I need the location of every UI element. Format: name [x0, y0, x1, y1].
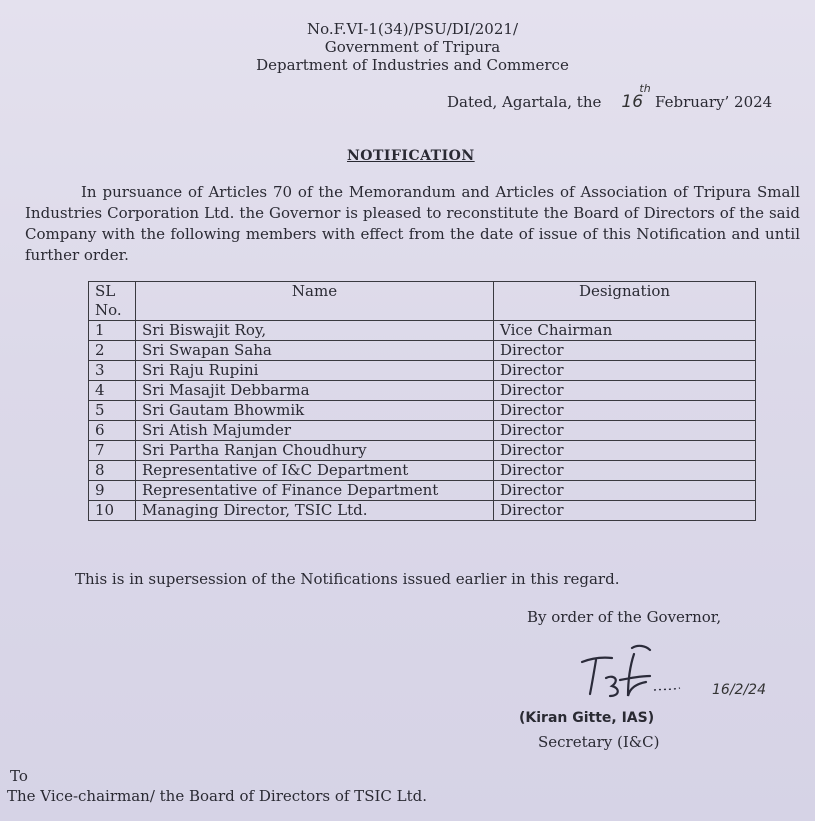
by-order-line: By order of the Governor, — [527, 608, 722, 626]
table-row — [89, 401, 756, 421]
cell-name: Sri Atish Majumder — [136, 421, 494, 441]
cell-name: Sri Masajit Debbarma — [136, 381, 494, 401]
table-row — [89, 361, 756, 381]
table-row — [89, 341, 756, 361]
cell-designation: Director — [494, 481, 756, 501]
date-day: 16 — [621, 92, 644, 112]
cell-sl: 5 — [89, 401, 136, 421]
header-designation: Designation — [494, 282, 756, 321]
signer-name: (Kiran Gitte, IAS) — [519, 710, 655, 726]
file-number: No.F.VI-1(34)/PSU/DI/2021/ — [306, 20, 518, 38]
cell-name: Managing Director, TSIC Ltd. — [136, 501, 494, 521]
cell-designation: Director — [494, 401, 756, 421]
board-members-table — [88, 281, 756, 521]
cell-designation: Vice Chairman — [494, 321, 756, 341]
table-row — [89, 461, 756, 481]
cell-name: Sri Partha Ranjan Choudhury — [136, 441, 494, 461]
cell-name: Representative of Finance Department — [136, 481, 494, 501]
handwritten-day — [621, 82, 651, 112]
header-name: Name — [136, 282, 494, 321]
table-row — [89, 481, 756, 501]
table-header-row — [89, 282, 756, 321]
header-sl: SL No. — [89, 282, 136, 321]
cell-sl: 3 — [89, 361, 136, 381]
government-name: Government of Tripura — [324, 38, 501, 56]
notification-paragraph: In pursuance of Articles 70 of the Memorandum and Articles of Association of Tripura Small Industries Corporation Ltd. the Governor is pleased to reconstitute the Board of Directors of the said Company with the following members with effect from the date of issue of this Notification and until further order. — [25, 183, 800, 264]
to-label: To — [10, 767, 28, 785]
signature-date: 16/2/24 — [712, 682, 766, 698]
cell-designation: Director — [494, 421, 756, 441]
handwritten-signature — [576, 640, 776, 710]
department-name: Department of Industries and Commerce — [256, 56, 569, 74]
cell-designation: Director — [494, 461, 756, 481]
cell-designation: Director — [494, 341, 756, 361]
table-row — [89, 501, 756, 521]
notification-title: NOTIFICATION — [347, 148, 475, 164]
recipient: The Vice-chairman/ the Board of Directors of TSIC Ltd. — [7, 787, 427, 805]
cell-name: Sri Gautam Bhowmik — [136, 401, 494, 421]
cell-sl: 9 — [89, 481, 136, 501]
cell-sl: 6 — [89, 421, 136, 441]
table-row — [89, 381, 756, 401]
cell-designation: Director — [494, 381, 756, 401]
cell-sl: 1 — [89, 321, 136, 341]
cell-sl: 4 — [89, 381, 136, 401]
supersession-note: This is in supersession of the Notifications issued earlier in this regard. — [75, 570, 620, 588]
date-line — [447, 82, 773, 112]
date-prefix: Dated, Agartala, the — [447, 93, 602, 111]
date-day-suffix: th — [639, 82, 651, 95]
cell-sl: 8 — [89, 461, 136, 481]
cell-name: Representative of I&C Department — [136, 461, 494, 481]
cell-name: Sri Biswajit Roy, — [136, 321, 494, 341]
date-month-year: February’ 2024 — [655, 93, 773, 111]
cell-name: Sri Raju Rupini — [136, 361, 494, 381]
cell-designation: Director — [494, 501, 756, 521]
cell-designation: Director — [494, 361, 756, 381]
document-header — [0, 20, 815, 74]
table-row — [89, 321, 756, 341]
table-row — [89, 421, 756, 441]
signer-designation: Secretary (I&C) — [538, 733, 660, 751]
cell-sl: 7 — [89, 441, 136, 461]
cell-designation: Director — [494, 441, 756, 461]
table-row — [89, 441, 756, 461]
cell-sl: 2 — [89, 341, 136, 361]
cell-sl: 10 — [89, 501, 136, 521]
cell-name: Sri Swapan Saha — [136, 341, 494, 361]
